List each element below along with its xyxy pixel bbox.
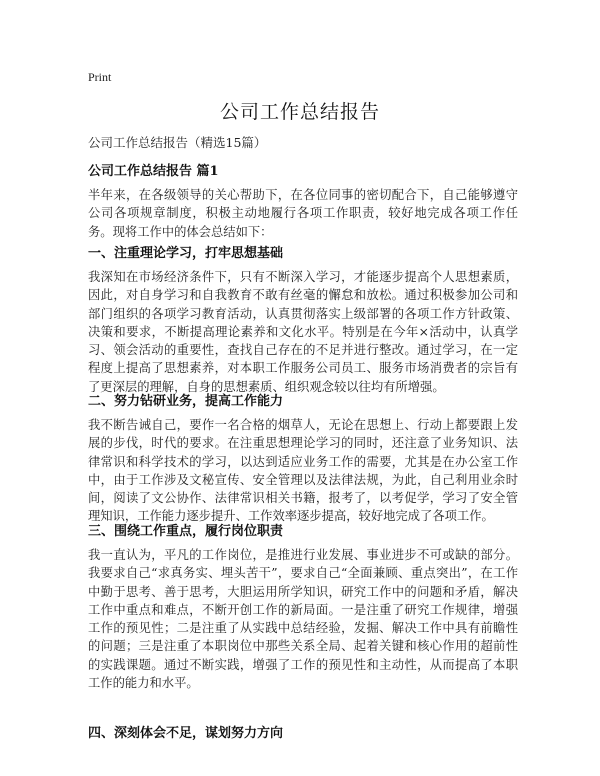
section-body-3: 我一直认为，平凡的工作岗位，是推进行业发展、事业进步不可或缺的部分。我要求自己“求真务实、埋头苦干”，要求自己“全面兼顾、重点突出”，在工作中勤于思考、善于思考，大胆运用所学知识，研究工作中的问题和矛盾，解决工作中重点和难点，不断开创工作的新局面。一是注重了研究工作规律，增强工作的预见性；二是注重了从实践中总结经验，发掘、解决工作中具有前瞻性的问题；三是注重了本职岗位中那些关系全局、起着关键和核心作用的超前性的实践课题。通过不断实践，增强了工作的预见性和主动性，从而提高了本职工作的能力和水平。 bbox=[88, 548, 518, 691]
section-body-1: 我深知在市场经济条件下，只有不断深入学习，才能逐步提高个人思想素质，因此，对自身学习和自我教育不敢有丝毫的懈怠和放松。通过积极参加公司和部门组织的各项学习教育活动，认真贯彻落实上级部署的各项工作方针政策、决策和要求，不断提高理论素养和文化水平。特别是在今年×活动中，认真学习、领会活动的重要性，查找自己存在的不足并进行整改。通过学习，在一定程度上提高了思想素养，对本职工作服务公司员工、服务市场消费者的宗旨有了更深层的理解，自身的思想素质、组织观念较以往均有所增强。 bbox=[88, 270, 518, 394]
page-title: 公司工作总结报告 bbox=[219, 101, 380, 123]
section-body-2: 我不断告诫自己，要作一名合格的烟草人，无论在思想上、行动上都要跟上发展的步伐，时代的要求。在注重思想理论学习的同时，还注意了业务知识、法律常识和科学技术的学习，以达到适应业务工作的需要，尤其是在办公室工作中，由于工作涉及文秘宣传、安全管理以及法律法规，为此，自己利用业余时间，阅读了文公协作、法律常识相关书籍，报考了，以考促学，学习了安全管理知识，工作能力逐步提升、工作效率逐步提高，较好地完成了各项工作。 bbox=[88, 418, 518, 524]
section-heading-1: 一、注重理论学习，打牢思想基础 bbox=[88, 246, 284, 261]
article-heading: 公司工作总结报告 篇1 bbox=[88, 164, 219, 179]
section-heading-4: 四、深刻体会不足，谋划努力方向 bbox=[88, 726, 284, 741]
document-subtitle: 公司工作总结报告（精选15篇） bbox=[88, 135, 267, 150]
print-link[interactable]: Print bbox=[88, 70, 112, 84]
section-heading-3: 三、围绕工作重点，履行岗位职责 bbox=[88, 524, 284, 539]
intro-paragraph: 半年来，在各级领导的关心帮助下，在各位同事的密切配合下，自己能够遵守公司各项规章制度，积极主动地履行各项工作职责，较好地完成各项工作任务。现将工作中的体会总结如下： bbox=[88, 188, 518, 239]
section-heading-2: 二、努力钻研业务，提高工作能力 bbox=[88, 394, 284, 409]
